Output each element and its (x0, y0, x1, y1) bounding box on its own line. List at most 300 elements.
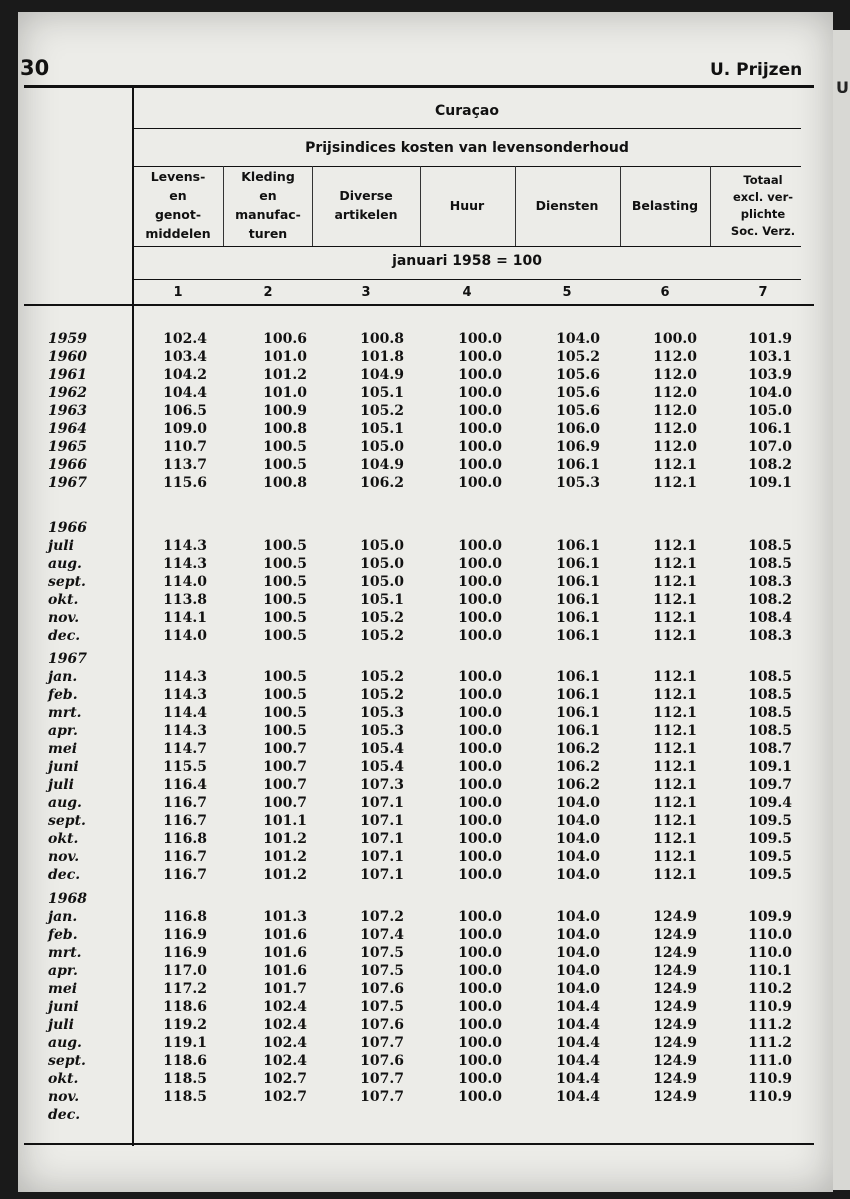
row-label: 1959 (48, 331, 87, 347)
row-label: dec. (48, 628, 81, 644)
table-cell: 106.1 (556, 556, 600, 572)
table-cell: 100.8 (360, 331, 404, 347)
table-cell: 117.0 (163, 963, 207, 979)
table-cell: 118.6 (163, 999, 207, 1015)
row-label: 1966 (48, 520, 87, 536)
table-cell: 124.9 (653, 1017, 697, 1033)
table-cell: 108.5 (748, 687, 792, 703)
row-label: apr. (48, 723, 78, 739)
column-number-1: 1 (173, 285, 183, 300)
table-cell: 115.5 (163, 759, 207, 775)
row-label: nov. (48, 849, 80, 865)
table-cell: 100.0 (458, 945, 502, 961)
table-cell: 100.0 (458, 1017, 502, 1033)
table-cell: 100.5 (263, 556, 307, 572)
table-cell: 100.5 (263, 628, 307, 644)
table-cell: 100.0 (458, 1035, 502, 1051)
row-label: jan. (48, 669, 78, 685)
table-cell: 107.6 (360, 1053, 404, 1069)
table-cell: 104.9 (360, 367, 404, 383)
row-label: feb. (48, 687, 78, 703)
table-cell: 114.3 (163, 687, 207, 703)
table-cell: 100.0 (458, 367, 502, 383)
table-cell: 100.0 (458, 849, 502, 865)
table-cell: 124.9 (653, 1035, 697, 1051)
table-cell: 116.4 (163, 777, 207, 793)
table-cell: 106.1 (748, 421, 792, 437)
table-cell: 107.6 (360, 981, 404, 997)
row-label: sept. (48, 1053, 86, 1069)
table-cell: 106.1 (556, 538, 600, 554)
table-cell: 124.9 (653, 981, 697, 997)
table-cell: 109.4 (748, 795, 792, 811)
table-cell: 100.0 (458, 705, 502, 721)
table-cell: 112.1 (653, 777, 697, 793)
table-cell: 104.4 (556, 999, 600, 1015)
table-cell: 106.1 (556, 669, 600, 685)
table-cell: 124.9 (653, 1089, 697, 1105)
table-cell: 104.0 (556, 331, 600, 347)
column-number-6: 6 (660, 285, 670, 300)
col-divider-1 (223, 166, 224, 246)
column-number-3: 3 (361, 285, 371, 300)
table-cell: 118.5 (163, 1071, 207, 1087)
table-cell: 103.4 (163, 349, 207, 365)
column-header-4: Huur (449, 198, 485, 213)
table-cell: 109.1 (748, 759, 792, 775)
table-cell: 109.0 (163, 421, 207, 437)
table-cell: 100.5 (263, 439, 307, 455)
table-cell: 100.5 (263, 669, 307, 685)
table-cell: 104.4 (556, 1017, 600, 1033)
table-cell: 106.1 (556, 723, 600, 739)
table-cell: 100.5 (263, 610, 307, 626)
table-cell: 102.4 (163, 331, 207, 347)
table-cell: 102.4 (263, 999, 307, 1015)
row-label: nov. (48, 1089, 80, 1105)
table-cell: 100.0 (458, 963, 502, 979)
table-cell: 112.0 (653, 403, 697, 419)
table-cell: 100.0 (458, 687, 502, 703)
table-cell: 114.3 (163, 538, 207, 554)
table-cell: 100.0 (458, 1071, 502, 1087)
row-label: dec. (48, 867, 81, 883)
page-number: 30 (20, 56, 50, 80)
table-cell: 124.9 (653, 1053, 697, 1069)
row-label: 1965 (48, 439, 87, 455)
table-cell: 100.0 (458, 813, 502, 829)
table-cell: 100.0 (458, 538, 502, 554)
row-label: feb. (48, 927, 78, 943)
table-cell: 112.1 (653, 759, 697, 775)
table-cell: 112.0 (653, 439, 697, 455)
table-cell: 112.1 (653, 813, 697, 829)
table-cell: 104.0 (556, 849, 600, 865)
row-label: okt. (48, 831, 79, 847)
table-cell: 105.2 (556, 349, 600, 365)
row-label: 1968 (48, 891, 87, 907)
table-cell: 111.2 (748, 1017, 792, 1033)
table-cell: 109.5 (748, 849, 792, 865)
table-cell: 108.2 (748, 457, 792, 473)
table-cell: 114.3 (163, 669, 207, 685)
table-cell: 100.5 (263, 687, 307, 703)
table-cell: 107.1 (360, 867, 404, 883)
table-cell: 116.7 (163, 867, 207, 883)
row-label: 1963 (48, 403, 87, 419)
row-label: jan. (48, 909, 78, 925)
table-cell: 110.0 (748, 945, 792, 961)
table-cell: 112.1 (653, 475, 697, 491)
table-cell: 100.0 (458, 669, 502, 685)
table-cell: 109.5 (748, 867, 792, 883)
row-label: 1960 (48, 349, 87, 365)
table-cell: 115.6 (163, 475, 207, 491)
table-cell: 110.9 (748, 1071, 792, 1087)
table-cell: 104.9 (360, 457, 404, 473)
row-label: juli (48, 777, 74, 793)
row-label: mei (48, 981, 78, 997)
table-cell: 105.4 (360, 741, 404, 757)
table-cell: 107.1 (360, 795, 404, 811)
table-cell: 104.0 (556, 867, 600, 883)
table-cell: 119.2 (163, 1017, 207, 1033)
column-header-6: Belasting (631, 198, 699, 213)
table-cell: 124.9 (653, 963, 697, 979)
table-cell: 116.9 (163, 927, 207, 943)
table-subtitle: Prijsindices kosten van levensonderhoud (305, 140, 629, 156)
table-cell: 106.1 (556, 687, 600, 703)
row-label: aug. (48, 1035, 82, 1051)
table-cell: 116.7 (163, 795, 207, 811)
table-cell: 101.6 (263, 945, 307, 961)
table-cell: 112.1 (653, 867, 697, 883)
table-cell: 124.9 (653, 1071, 697, 1087)
table-cell: 105.0 (360, 556, 404, 572)
row-label: sept. (48, 813, 86, 829)
table-cell: 100.5 (263, 574, 307, 590)
table-cell: 116.7 (163, 849, 207, 865)
table-cell: 111.2 (748, 1035, 792, 1051)
row-label: apr. (48, 963, 78, 979)
next-page-edge (833, 30, 850, 1190)
table-cell: 112.1 (653, 831, 697, 847)
table-cell: 108.5 (748, 723, 792, 739)
table-cell: 107.5 (360, 999, 404, 1015)
table-cell: 105.0 (748, 403, 792, 419)
table-cell: 112.1 (653, 687, 697, 703)
table-cell: 112.1 (653, 795, 697, 811)
table-cell: 108.5 (748, 705, 792, 721)
col-divider-2 (312, 166, 313, 246)
table-cell: 105.3 (556, 475, 600, 491)
table-cell: 105.0 (360, 574, 404, 590)
table-cell: 101.9 (748, 331, 792, 347)
table-cell: 124.9 (653, 909, 697, 925)
row-label: 1962 (48, 385, 87, 401)
table-cell: 105.1 (360, 385, 404, 401)
table-title: Curaçao (435, 103, 499, 119)
column-number-rule (24, 304, 814, 306)
row-label: 1961 (48, 367, 87, 383)
table-cell: 101.2 (263, 849, 307, 865)
table-cell: 108.4 (748, 610, 792, 626)
table-cell: 101.7 (263, 981, 307, 997)
table-cell: 100.5 (263, 705, 307, 721)
table-cell: 105.6 (556, 403, 600, 419)
table-cell: 101.2 (263, 867, 307, 883)
table-cell: 104.0 (556, 945, 600, 961)
table-cell: 108.2 (748, 592, 792, 608)
table-cell: 100.0 (458, 1053, 502, 1069)
table-cell: 112.0 (653, 421, 697, 437)
section-title: U. Prijzen (710, 60, 803, 80)
table-cell: 101.3 (263, 909, 307, 925)
table-cell: 100.0 (458, 349, 502, 365)
table-cell: 100.9 (263, 403, 307, 419)
table-cell: 106.0 (556, 421, 600, 437)
table-cell: 100.7 (263, 759, 307, 775)
table-cell: 100.7 (263, 777, 307, 793)
table-cell: 100.5 (263, 723, 307, 739)
row-label: sept. (48, 574, 86, 590)
row-label: juni (48, 999, 79, 1015)
table-cell: 104.0 (556, 909, 600, 925)
table-cell: 104.4 (556, 1089, 600, 1105)
column-number-2: 2 (263, 285, 273, 300)
table-cell: 100.0 (458, 385, 502, 401)
table-cell: 106.1 (556, 610, 600, 626)
table-cell: 100.6 (263, 331, 307, 347)
table-cell: 101.0 (263, 349, 307, 365)
table-cell: 112.1 (653, 574, 697, 590)
table-cell: 105.2 (360, 628, 404, 644)
table-cell: 104.0 (556, 927, 600, 943)
table-cell: 101.8 (360, 349, 404, 365)
table-cell: 112.1 (653, 705, 697, 721)
table-cell: 110.9 (748, 1089, 792, 1105)
table-cell: 105.2 (360, 610, 404, 626)
table-cell: 107.7 (360, 1071, 404, 1087)
table-cell: 100.0 (458, 777, 502, 793)
table-cell: 100.0 (458, 927, 502, 943)
table-cell: 109.5 (748, 813, 792, 829)
table-cell: 104.0 (556, 963, 600, 979)
table-cell: 114.4 (163, 705, 207, 721)
table-cell: 106.2 (556, 741, 600, 757)
table-cell: 119.1 (163, 1035, 207, 1051)
table-cell: 100.0 (458, 556, 502, 572)
base-rule (133, 279, 801, 280)
table-cell: 101.6 (263, 963, 307, 979)
table-cell: 100.0 (458, 831, 502, 847)
table-cell: 109.1 (748, 475, 792, 491)
table-cell: 116.8 (163, 909, 207, 925)
row-label: nov. (48, 610, 80, 626)
row-label: juli (48, 538, 74, 554)
table-cell: 124.9 (653, 945, 697, 961)
table-cell: 100.0 (458, 759, 502, 775)
header-rule (133, 246, 801, 247)
table-cell: 104.4 (556, 1071, 600, 1087)
table-cell: 103.1 (748, 349, 792, 365)
row-label: 1966 (48, 457, 87, 473)
table-cell: 112.1 (653, 628, 697, 644)
table-cell: 109.9 (748, 909, 792, 925)
base-period: januari 1958 = 100 (392, 253, 542, 269)
table-cell: 112.1 (653, 723, 697, 739)
table-cell: 114.3 (163, 556, 207, 572)
table-cell: 108.3 (748, 628, 792, 644)
table-cell: 101.0 (263, 385, 307, 401)
table-cell: 106.1 (556, 705, 600, 721)
table-cell: 116.7 (163, 813, 207, 829)
table-cell: 104.0 (556, 813, 600, 829)
table-cell: 107.2 (360, 909, 404, 925)
table-cell: 104.4 (556, 1035, 600, 1051)
table-cell: 105.3 (360, 723, 404, 739)
table-cell: 101.6 (263, 927, 307, 943)
table-cell: 113.7 (163, 457, 207, 473)
table-cell: 118.5 (163, 1089, 207, 1105)
table-cell: 108.7 (748, 741, 792, 757)
column-header-7: Totaal excl. ver- plichte Soc. Verz. (730, 173, 796, 238)
table-cell: 107.1 (360, 831, 404, 847)
table-cell: 113.8 (163, 592, 207, 608)
table-cell: 107.1 (360, 813, 404, 829)
table-cell: 106.5 (163, 403, 207, 419)
table-cell: 105.0 (360, 439, 404, 455)
table-cell: 100.0 (458, 723, 502, 739)
table-cell: 100.7 (263, 741, 307, 757)
table-cell: 103.9 (748, 367, 792, 383)
table-cell: 112.1 (653, 669, 697, 685)
table-cell: 100.5 (263, 457, 307, 473)
table-cell: 114.0 (163, 574, 207, 590)
table-cell: 111.0 (748, 1053, 792, 1069)
table-cell: 104.2 (163, 367, 207, 383)
table-cell: 106.2 (556, 777, 600, 793)
table-cell: 106.2 (360, 475, 404, 491)
column-number-4: 4 (462, 285, 472, 300)
table-cell: 100.0 (458, 403, 502, 419)
table-cell: 104.4 (556, 1053, 600, 1069)
top-rule (24, 85, 814, 88)
table-cell: 100.8 (263, 475, 307, 491)
table-cell: 105.4 (360, 759, 404, 775)
table-cell: 104.0 (556, 795, 600, 811)
column-header-1: Levens- en genot- middelen (145, 169, 211, 241)
table-cell: 110.9 (748, 999, 792, 1015)
table-cell: 109.5 (748, 831, 792, 847)
table-cell: 114.1 (163, 610, 207, 626)
table-cell: 112.1 (653, 849, 697, 865)
table-cell: 112.0 (653, 349, 697, 365)
table-cell: 107.3 (360, 777, 404, 793)
table-cell: 104.0 (556, 831, 600, 847)
table-cell: 105.1 (360, 421, 404, 437)
table-cell: 112.1 (653, 538, 697, 554)
column-number-5: 5 (562, 285, 572, 300)
row-label: okt. (48, 1071, 79, 1087)
table-cell: 124.9 (653, 999, 697, 1015)
bottom-rule (24, 1143, 814, 1145)
table-cell: 110.0 (748, 927, 792, 943)
row-label: 1967 (48, 475, 87, 491)
table-cell: 105.0 (360, 538, 404, 554)
table-cell: 100.0 (653, 331, 697, 347)
row-label: 1967 (48, 651, 87, 667)
table-cell: 107.4 (360, 927, 404, 943)
table-cell: 105.1 (360, 592, 404, 608)
table-cell: 109.7 (748, 777, 792, 793)
table-cell: 107.5 (360, 963, 404, 979)
table-cell: 107.7 (360, 1089, 404, 1105)
table-cell: 108.5 (748, 538, 792, 554)
table-cell: 107.7 (360, 1035, 404, 1051)
row-label: juni (48, 759, 79, 775)
table-cell: 100.0 (458, 331, 502, 347)
table-cell: 114.0 (163, 628, 207, 644)
table-cell: 100.0 (458, 592, 502, 608)
table-cell: 107.6 (360, 1017, 404, 1033)
table-cell: 100.0 (458, 610, 502, 626)
table-cell: 104.0 (556, 981, 600, 997)
table-cell: 112.0 (653, 385, 697, 401)
row-label: aug. (48, 795, 82, 811)
row-label: dec. (48, 1107, 81, 1123)
table-cell: 112.1 (653, 457, 697, 473)
column-number-7: 7 (758, 285, 768, 300)
table-cell: 108.5 (748, 669, 792, 685)
table-cell: 100.0 (458, 628, 502, 644)
table-cell: 110.7 (163, 439, 207, 455)
table-cell: 117.2 (163, 981, 207, 997)
table-cell: 124.9 (653, 927, 697, 943)
row-label: juli (48, 1017, 74, 1033)
table-cell: 114.7 (163, 741, 207, 757)
table-cell: 106.1 (556, 592, 600, 608)
table-cell: 112.0 (653, 367, 697, 383)
table-cell: 102.4 (263, 1035, 307, 1051)
table-cell: 104.0 (748, 385, 792, 401)
row-label: mrt. (48, 705, 82, 721)
table-cell: 100.5 (263, 538, 307, 554)
table-cell: 101.1 (263, 813, 307, 829)
table-cell: 114.3 (163, 723, 207, 739)
table-cell: 105.2 (360, 687, 404, 703)
table-cell: 106.1 (556, 628, 600, 644)
table-cell: 106.9 (556, 439, 600, 455)
table-cell: 100.8 (263, 421, 307, 437)
col-divider-5 (620, 166, 621, 246)
table-cell: 107.5 (360, 945, 404, 961)
table-cell: 102.7 (263, 1071, 307, 1087)
table-cell: 100.0 (458, 741, 502, 757)
table-cell: 100.0 (458, 867, 502, 883)
table-cell: 100.0 (458, 999, 502, 1015)
table-cell: 116.8 (163, 831, 207, 847)
table-cell: 100.0 (458, 1089, 502, 1105)
table-cell: 100.0 (458, 439, 502, 455)
table-cell: 107.0 (748, 439, 792, 455)
table-cell: 100.5 (263, 592, 307, 608)
table-cell: 100.0 (458, 457, 502, 473)
table-cell: 101.2 (263, 831, 307, 847)
table-cell: 108.5 (748, 556, 792, 572)
table-cell: 100.0 (458, 795, 502, 811)
table-cell: 100.0 (458, 421, 502, 437)
